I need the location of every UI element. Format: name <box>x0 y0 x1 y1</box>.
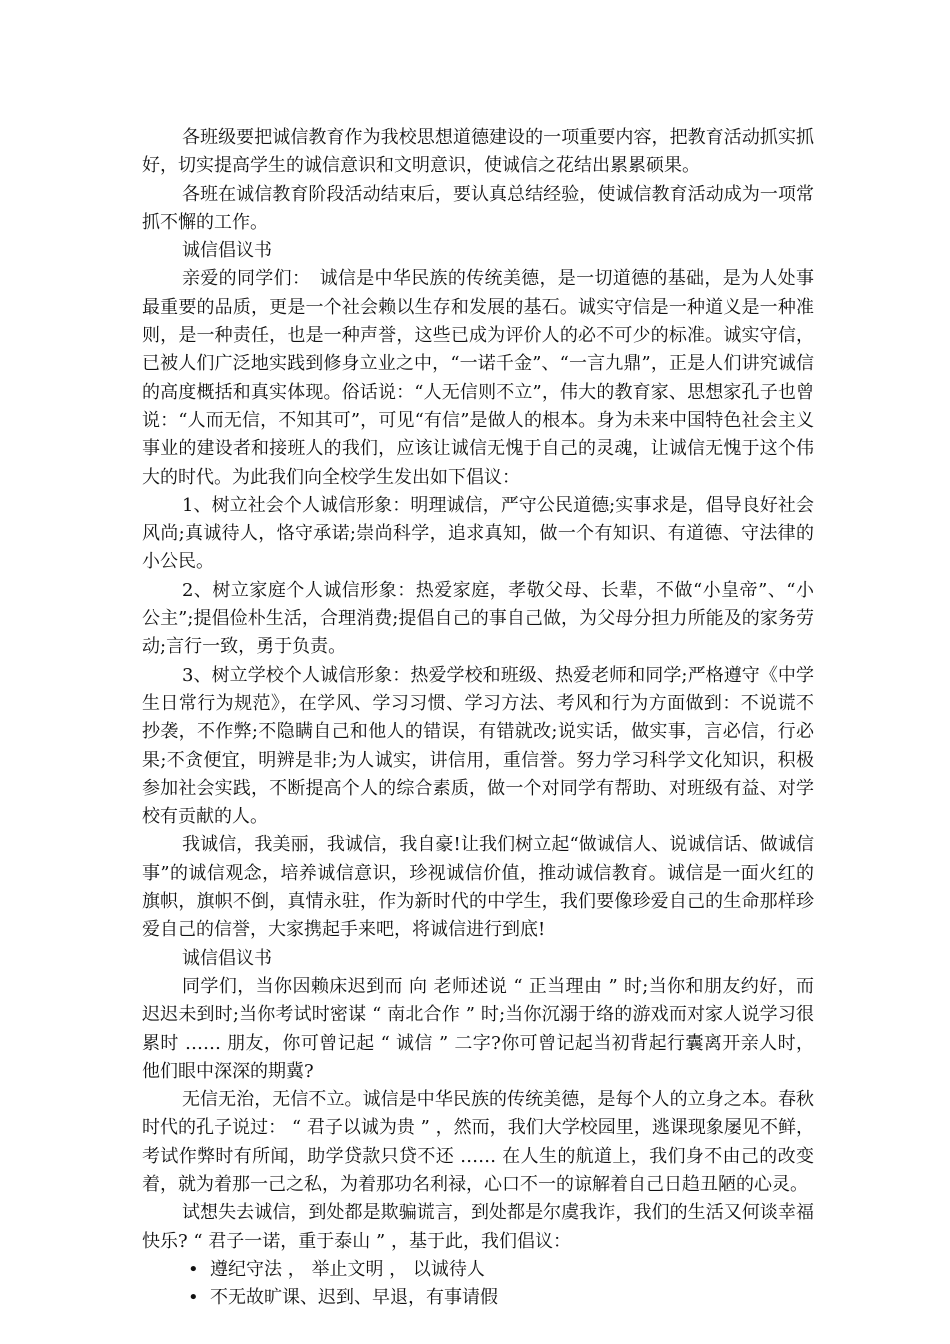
list-item <box>142 1284 814 1312</box>
document-body <box>142 124 814 1312</box>
paragraph: 1、树立社会个人诚信形象：明理诚信，严守公民道德;实事求是，倡导良好社会风尚;真诚待人，恪守承诺;崇尚科学，追求真知，做一个有知识、有道德、守法律的小公民。 <box>142 494 814 573</box>
paragraph: 同学们，当你因赖床迟到而 向 老师述说 “ 正当理由 ” 时;当你和朋友约好，而迟迟未到时;当你考试时密谋 “ 南北合作 ” 时;当你沉溺于络的游戏而对家人说学习很累时 …… 朋友，你可曾记起 “ 诚信 ” 二字?你可曾记起当初背起行囊离开亲人时，他们眼中深深的期冀? <box>142 975 814 1082</box>
paragraph: 我诚信，我美丽，我诚信，我自豪!让我们树立起“做诚信人、说诚信话、做诚信事”的诚信观念，培养诚信意识，珍视诚信价值，推动诚信教育。诚信是一面火红的旗帜，旗帜不倒，真情永驻，作为新时代的中学生，我们要像珍爱自己的生命那样珍爱自己的信誉，大家携起手来吧，将诚信进行到底! <box>142 834 814 941</box>
list-item-text: 遵纪守法 ， 举止文明 ， 以诚待人 <box>210 1258 485 1280</box>
paragraph: 2、树立家庭个人诚信形象：热爱家庭，孝敬父母、长辈，不做“小皇帝”、“小公主”;提倡俭朴生活，合理消费;提倡自己的事自己做，为父母分担力所能及的家务劳动;言行一致，勇于负责。 <box>142 579 814 658</box>
paragraph: 无信无治，无信不立。诚信是中华民族的传统美德，是每个人的立身之本。春秋时代的孔子说过： “ 君子以诚为贵 ” ，然而，我们大学校园里，逃课现象屡见不鲜，考试作弊时有所闻，助学贷款只贷不还 …… 在人生的航道上，我们身不由己的改变着，就为着那一己之私，为着那功名利禄，心口不一的谅解着自己日趋丑陋的心灵。 <box>142 1089 814 1195</box>
bullet-list <box>142 1256 814 1313</box>
bullet-icon: • <box>188 1287 199 1309</box>
section-heading: 诚信倡议书 <box>182 947 272 969</box>
section-heading: 诚信倡议书 <box>182 240 272 262</box>
paragraph: 试想失去诚信，到处都是欺骗谎言，到处都是尔虞我诈，我们的生活又何谈幸福快乐? “ 君子一诺，重于泰山 ” ，基于此，我们倡议： <box>142 1202 814 1252</box>
list-item-text: 不无故旷课、迟到、早退，有事请假 <box>210 1287 498 1309</box>
bullet-icon: • <box>188 1258 199 1280</box>
paragraph: 3、树立学校个人诚信形象：热爱学校和班级、热爱老师和同学;严格遵守《中学生日常行为规范》，在学风、学习习惯、学习方法、考风和行为方面做到：不说谎不抄袭，不作弊;不隐瞒自己和他人的错误，有错就改;说实话，做实事，言必信，行必果;不贪便宜，明辨是非;为人诚实，讲信用，重信誉。努力学习科学文化知识，积极参加社会实践，不断提高个人的综合素质，做一个对同学有帮助、对班级有益、对学校有贡献的人。 <box>142 664 814 828</box>
list-item <box>142 1256 814 1284</box>
paragraph: 亲爱的同学们： 诚信是中华民族的传统美德，是一切道德的基础，是为人处事最重要的品质，更是一个社会赖以生存和发展的基石。诚实守信是一种道义是一种准则，是一种责任，也是一种声誉，这些已成为评价人的必不可少的标准。诚实守信，已被人们广泛地实践到修身立业之中，“一诺千金”、“一言九鼎”，正是人们讲究诚信的高度概括和真实体现。俗话说：“人无信则不立”，伟大的教育家、思想家孔子也曾说：“人而无信，不知其可”，可见“有信”是做人的根本。身为未来中国特色社会主义事业的建设者和接班人的我们，应该让诚信无愧于自己的灵魂，让诚信无愧于这个伟大的时代。为此我们向全校学生发出如下倡议： <box>142 268 814 488</box>
paragraph: 各班级要把诚信教育作为我校思想道德建设的一项重要内容，把教育活动抓实抓好，切实提高学生的诚信意识和文明意识，使诚信之花结出累累硕果。 <box>142 127 814 177</box>
paragraph: 各班在诚信教育阶段活动结束后，要认真总结经验，使诚信教育活动成为一项常抓不懈的工作。 <box>142 183 814 233</box>
